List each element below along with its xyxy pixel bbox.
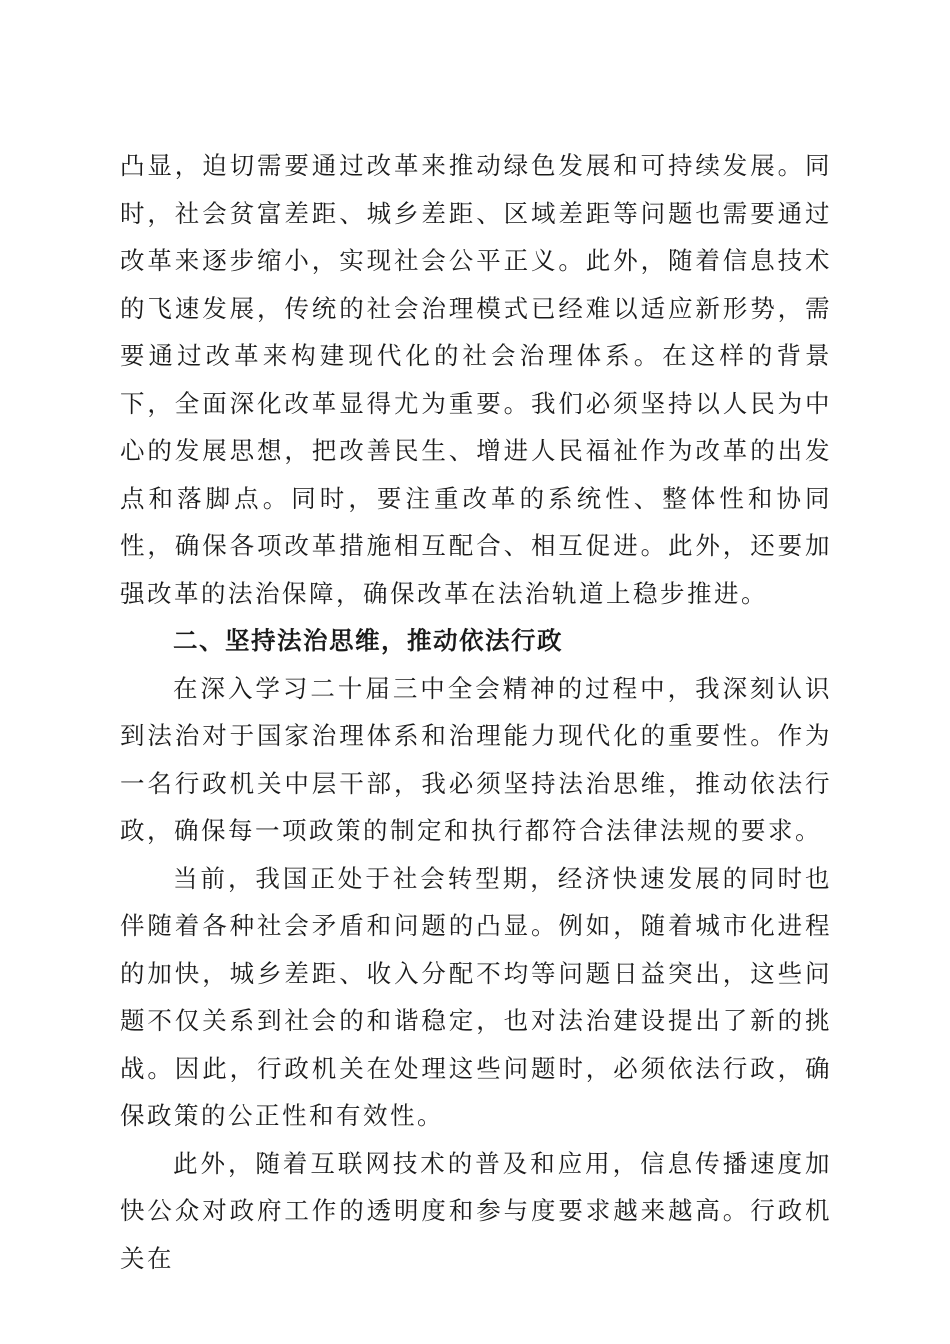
document-body [120, 142, 832, 1282]
paragraph-internet: 此外，随着互联网技术的普及和应用，信息传播速度加快公众对政府工作的透明度和参与度要求越来越高。行政机关在 [120, 1148, 832, 1273]
paragraph-continuation: 凸显，迫切需要通过改革来推动绿色发展和可持续发展。同时，社会贫富差距、城乡差距、区域差距等问题也需要通过改革来逐步缩小，实现社会公平正义。此外，随着信息技术的飞速发展，传统的社会治理模式已经难以适应新形势，需要通过改革来构建现代化的社会治理体系。在这样的背景下，全面深化改革显得尤为重要。我们必须坚持以人民为中心的发展思想，把改善民生、增进人民福祉作为改革的出发点和落脚点。同时，要注重改革的系统性、整体性和协同性，确保各项改革措施相互配合、相互促进。此外，还要加强改革的法治保障，确保改革在法治轨道上稳步推进。 [120, 151, 832, 608]
paragraph-social-transition: 当前，我国正处于社会转型期，经济快速发展的同时也伴随着各种社会矛盾和问题的凸显。例如，随着城市化进程的加快，城乡差距、收入分配不均等问题日益突出，这些问题不仅关系到社会的和谐稳定，也对法治建设提出了新的挑战。因此，行政机关在处理这些问题时，必须依法行政，确保政策的公正性和有效性。 [120, 863, 832, 1130]
paragraph-rule-of-law: 在深入学习二十届三中全会精神的过程中，我深刻认识到法治对于国家治理体系和治理能力现代化的重要性。作为一名行政机关中层干部，我必须坚持法治思维，推动依法行政，确保每一项政策的制定和执行都符合法律法规的要求。 [120, 673, 832, 845]
section-heading: 二、坚持法治思维，推动依法行政 [173, 626, 563, 655]
